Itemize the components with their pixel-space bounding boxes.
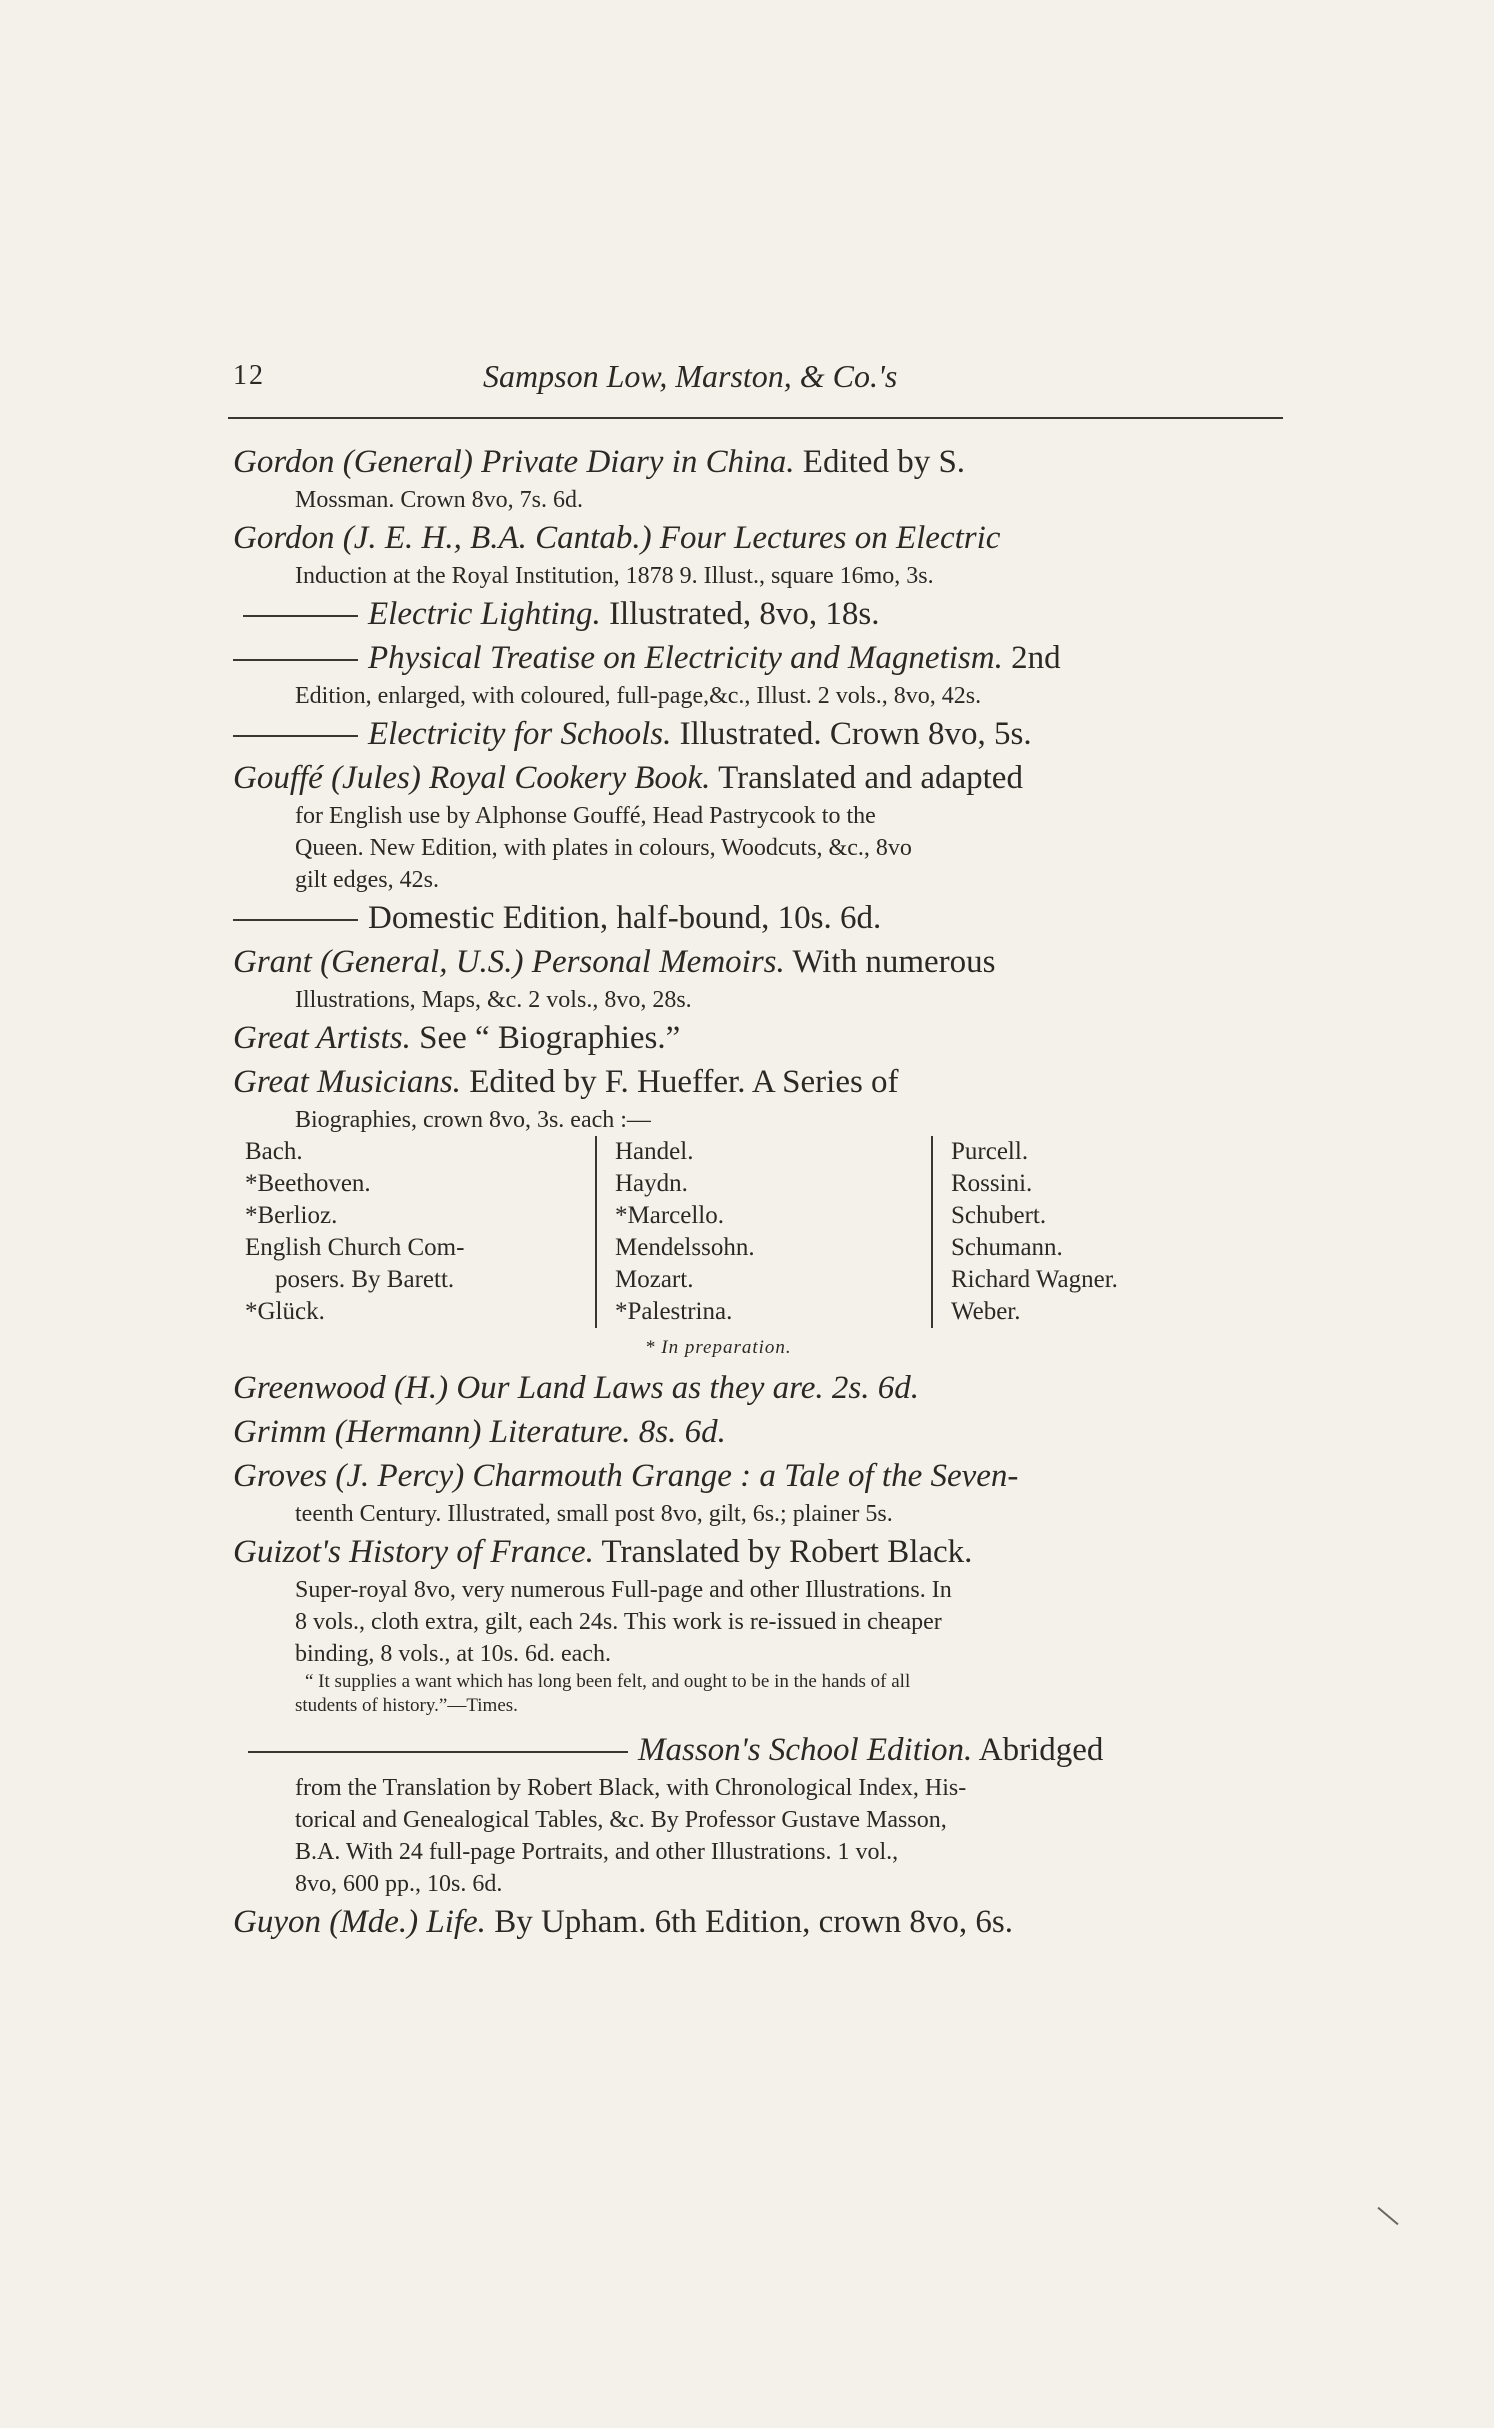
entry-detail: Edited by F. Hueffer. A Series of: [469, 1064, 899, 1100]
entry-line: torical and Genealogical Tables, &c. By Professor Gustave Masson,: [295, 1807, 947, 1833]
entry-line: for English use by Alphonse Gouffé, Head Pastrycook to the: [295, 803, 876, 829]
musicians-list: [233, 1136, 1283, 1366]
entry-title: Great Artists.: [233, 1020, 411, 1056]
list-item: Richard Wagner.: [951, 1266, 1118, 1293]
entry-line: Biographies, crown 8vo, 3s. each :—: [295, 1107, 651, 1133]
list-item: Mendelssohn.: [615, 1234, 755, 1261]
entry-detail: Translated and adapted: [718, 760, 1023, 796]
entry-line: binding, 8 vols., at 10s. 6d. each.: [295, 1641, 611, 1667]
ditto-dash: [248, 1751, 628, 1753]
entry-title: Greenwood (H.) Our Land Laws as they are.: [233, 1370, 824, 1406]
entry-line: B.A. With 24 full-page Portraits, and other Illustrations. 1 vol.,: [295, 1839, 899, 1865]
list-item: Rossini.: [951, 1170, 1033, 1197]
preparation-note: * In preparation.: [645, 1337, 792, 1358]
list-item: Mozart.: [615, 1266, 694, 1293]
entry-line: Edition, enlarged, with coloured, full-page,&c., Illust. 2 vols., 8vo, 42s.: [295, 683, 982, 709]
entry-line: 8vo, 600 pp., 10s. 6d.: [295, 1871, 503, 1897]
entry-line: 8 vols., cloth extra, gilt, each 24s. This work is re-issued in cheaper: [295, 1609, 942, 1635]
entry-title: Gordon (General) Private Diary in China.: [233, 444, 795, 480]
musicians-column-1: [245, 1136, 575, 1328]
musicians-column-2: [595, 1136, 935, 1328]
ditto-dash: [233, 659, 358, 661]
entry-line: from the Translation by Robert Black, with Chronological Index, His-: [295, 1775, 967, 1801]
catalogue-content: [233, 440, 1283, 1944]
entry-title: Grant (General, U.S.) Personal Memoirs.: [233, 944, 785, 980]
entry-great-musicians: [233, 1060, 1283, 1366]
entry-groves: [233, 1454, 1283, 1530]
entry-line: gilt edges, 42s.: [295, 867, 439, 893]
list-item: Schubert.: [951, 1202, 1047, 1229]
entry-detail: By Upham. 6th Edition, crown 8vo, 6s.: [494, 1904, 1013, 1940]
review-quote: “ It supplies a want which has long been felt, and ought to be in the hands of all: [305, 1671, 911, 1692]
entry-title: Great Musicians.: [233, 1064, 461, 1100]
entry-great-artists: [233, 1016, 1283, 1060]
entry-gouffe: [233, 756, 1283, 896]
entry-title: Gouffé (Jules) Royal Cookery Book.: [233, 760, 711, 796]
entry-title: Masson's School Edition.: [638, 1732, 973, 1768]
ditto-dash: [243, 615, 358, 617]
entry-detail: Edited by S.: [802, 444, 966, 480]
entry-line: teenth Century. Illustrated, small post 8vo, gilt, 6s.; plainer 5s.: [295, 1501, 893, 1527]
entry-title: Groves (J. Percy) Charmouth Grange : a Tale of the Seven-: [233, 1458, 1019, 1494]
ditto-dash: [233, 919, 358, 921]
list-item: Haydn.: [615, 1170, 688, 1197]
entry-detail: 2s. 6d.: [831, 1370, 919, 1406]
header-rule: [228, 417, 1283, 419]
entry-electric-lighting: [233, 592, 1283, 636]
entry-gordon-je: [233, 516, 1283, 592]
list-item: *Glück.: [245, 1298, 325, 1325]
entry-detail: Illustrated. Crown 8vo, 5s.: [679, 716, 1032, 752]
list-item: Handel.: [615, 1138, 694, 1165]
list-item: Weber.: [951, 1298, 1021, 1325]
page-number: 12: [233, 360, 265, 391]
entry-title: Guyon (Mde.) Life.: [233, 1904, 486, 1940]
entry-detail: 8s. 6d.: [638, 1414, 726, 1450]
entry-detail: Abridged: [978, 1732, 1104, 1768]
list-item: *Palestrina.: [615, 1298, 733, 1325]
list-item: posers. By Barett.: [275, 1266, 455, 1293]
list-item: *Berlioz.: [245, 1202, 338, 1229]
entry-electricity-schools: [233, 712, 1283, 756]
entry-masson: [233, 1728, 1283, 1900]
entry-detail: Translated by Robert Black.: [601, 1534, 973, 1570]
entry-physical-treatise: [233, 636, 1283, 712]
entry-title: Gordon (J. E. H., B.A. Cantab.) Four Lectures on Electric: [233, 520, 1001, 556]
page-header: [233, 360, 1283, 400]
entry-detail: See “ Biographies.”: [419, 1020, 681, 1056]
musicians-column-3: [931, 1136, 1271, 1328]
list-item: *Marcello.: [615, 1202, 724, 1229]
entry-guizot: [233, 1530, 1283, 1718]
entry-title: Grimm (Hermann) Literature.: [233, 1414, 631, 1450]
entry-greenwood: [233, 1366, 1283, 1410]
entry-detail: Domestic Edition, half-bound, 10s. 6d.: [368, 900, 882, 936]
entry-gordon-general: [233, 440, 1283, 516]
entry-line: Mossman. Crown 8vo, 7s. 6d.: [295, 487, 584, 513]
entry-domestic-edition: [233, 896, 1283, 940]
page-mark: [1377, 2207, 1398, 2225]
entry-line: Induction at the Royal Institution, 1878 9. Illust., square 16mo, 3s.: [295, 563, 934, 589]
entry-line: Illustrations, Maps, &c. 2 vols., 8vo, 28s.: [295, 987, 692, 1013]
entry-line: Super-royal 8vo, very numerous Full-page and other Illustrations. In: [295, 1577, 952, 1603]
entry-detail: With numerous: [792, 944, 996, 980]
entry-title: Guizot's History of France.: [233, 1534, 594, 1570]
list-item: English Church Com-: [245, 1234, 465, 1261]
running-title: Sampson Low, Marston, & Co.'s: [483, 358, 898, 394]
list-item: Schumann.: [951, 1234, 1063, 1261]
entry-title: Electricity for Schools.: [368, 716, 672, 752]
entry-line: Queen. New Edition, with plates in colours, Woodcuts, &c., 8vo: [295, 835, 912, 861]
entry-grimm: [233, 1410, 1283, 1454]
entry-title: Electric Lighting.: [368, 596, 601, 632]
list-item: *Beethoven.: [245, 1170, 371, 1197]
entry-detail: 2nd: [1011, 640, 1061, 676]
entry-title: Physical Treatise on Electricity and Magnetism.: [368, 640, 1003, 676]
entry-grant: [233, 940, 1283, 1016]
entry-guyon: [233, 1900, 1283, 1944]
list-item: Bach.: [245, 1138, 303, 1165]
review-quote: students of history.”—Times.: [295, 1695, 518, 1716]
entry-detail: Illustrated, 8vo, 18s.: [609, 596, 880, 632]
list-item: Purcell.: [951, 1138, 1029, 1165]
ditto-dash: [233, 735, 358, 737]
